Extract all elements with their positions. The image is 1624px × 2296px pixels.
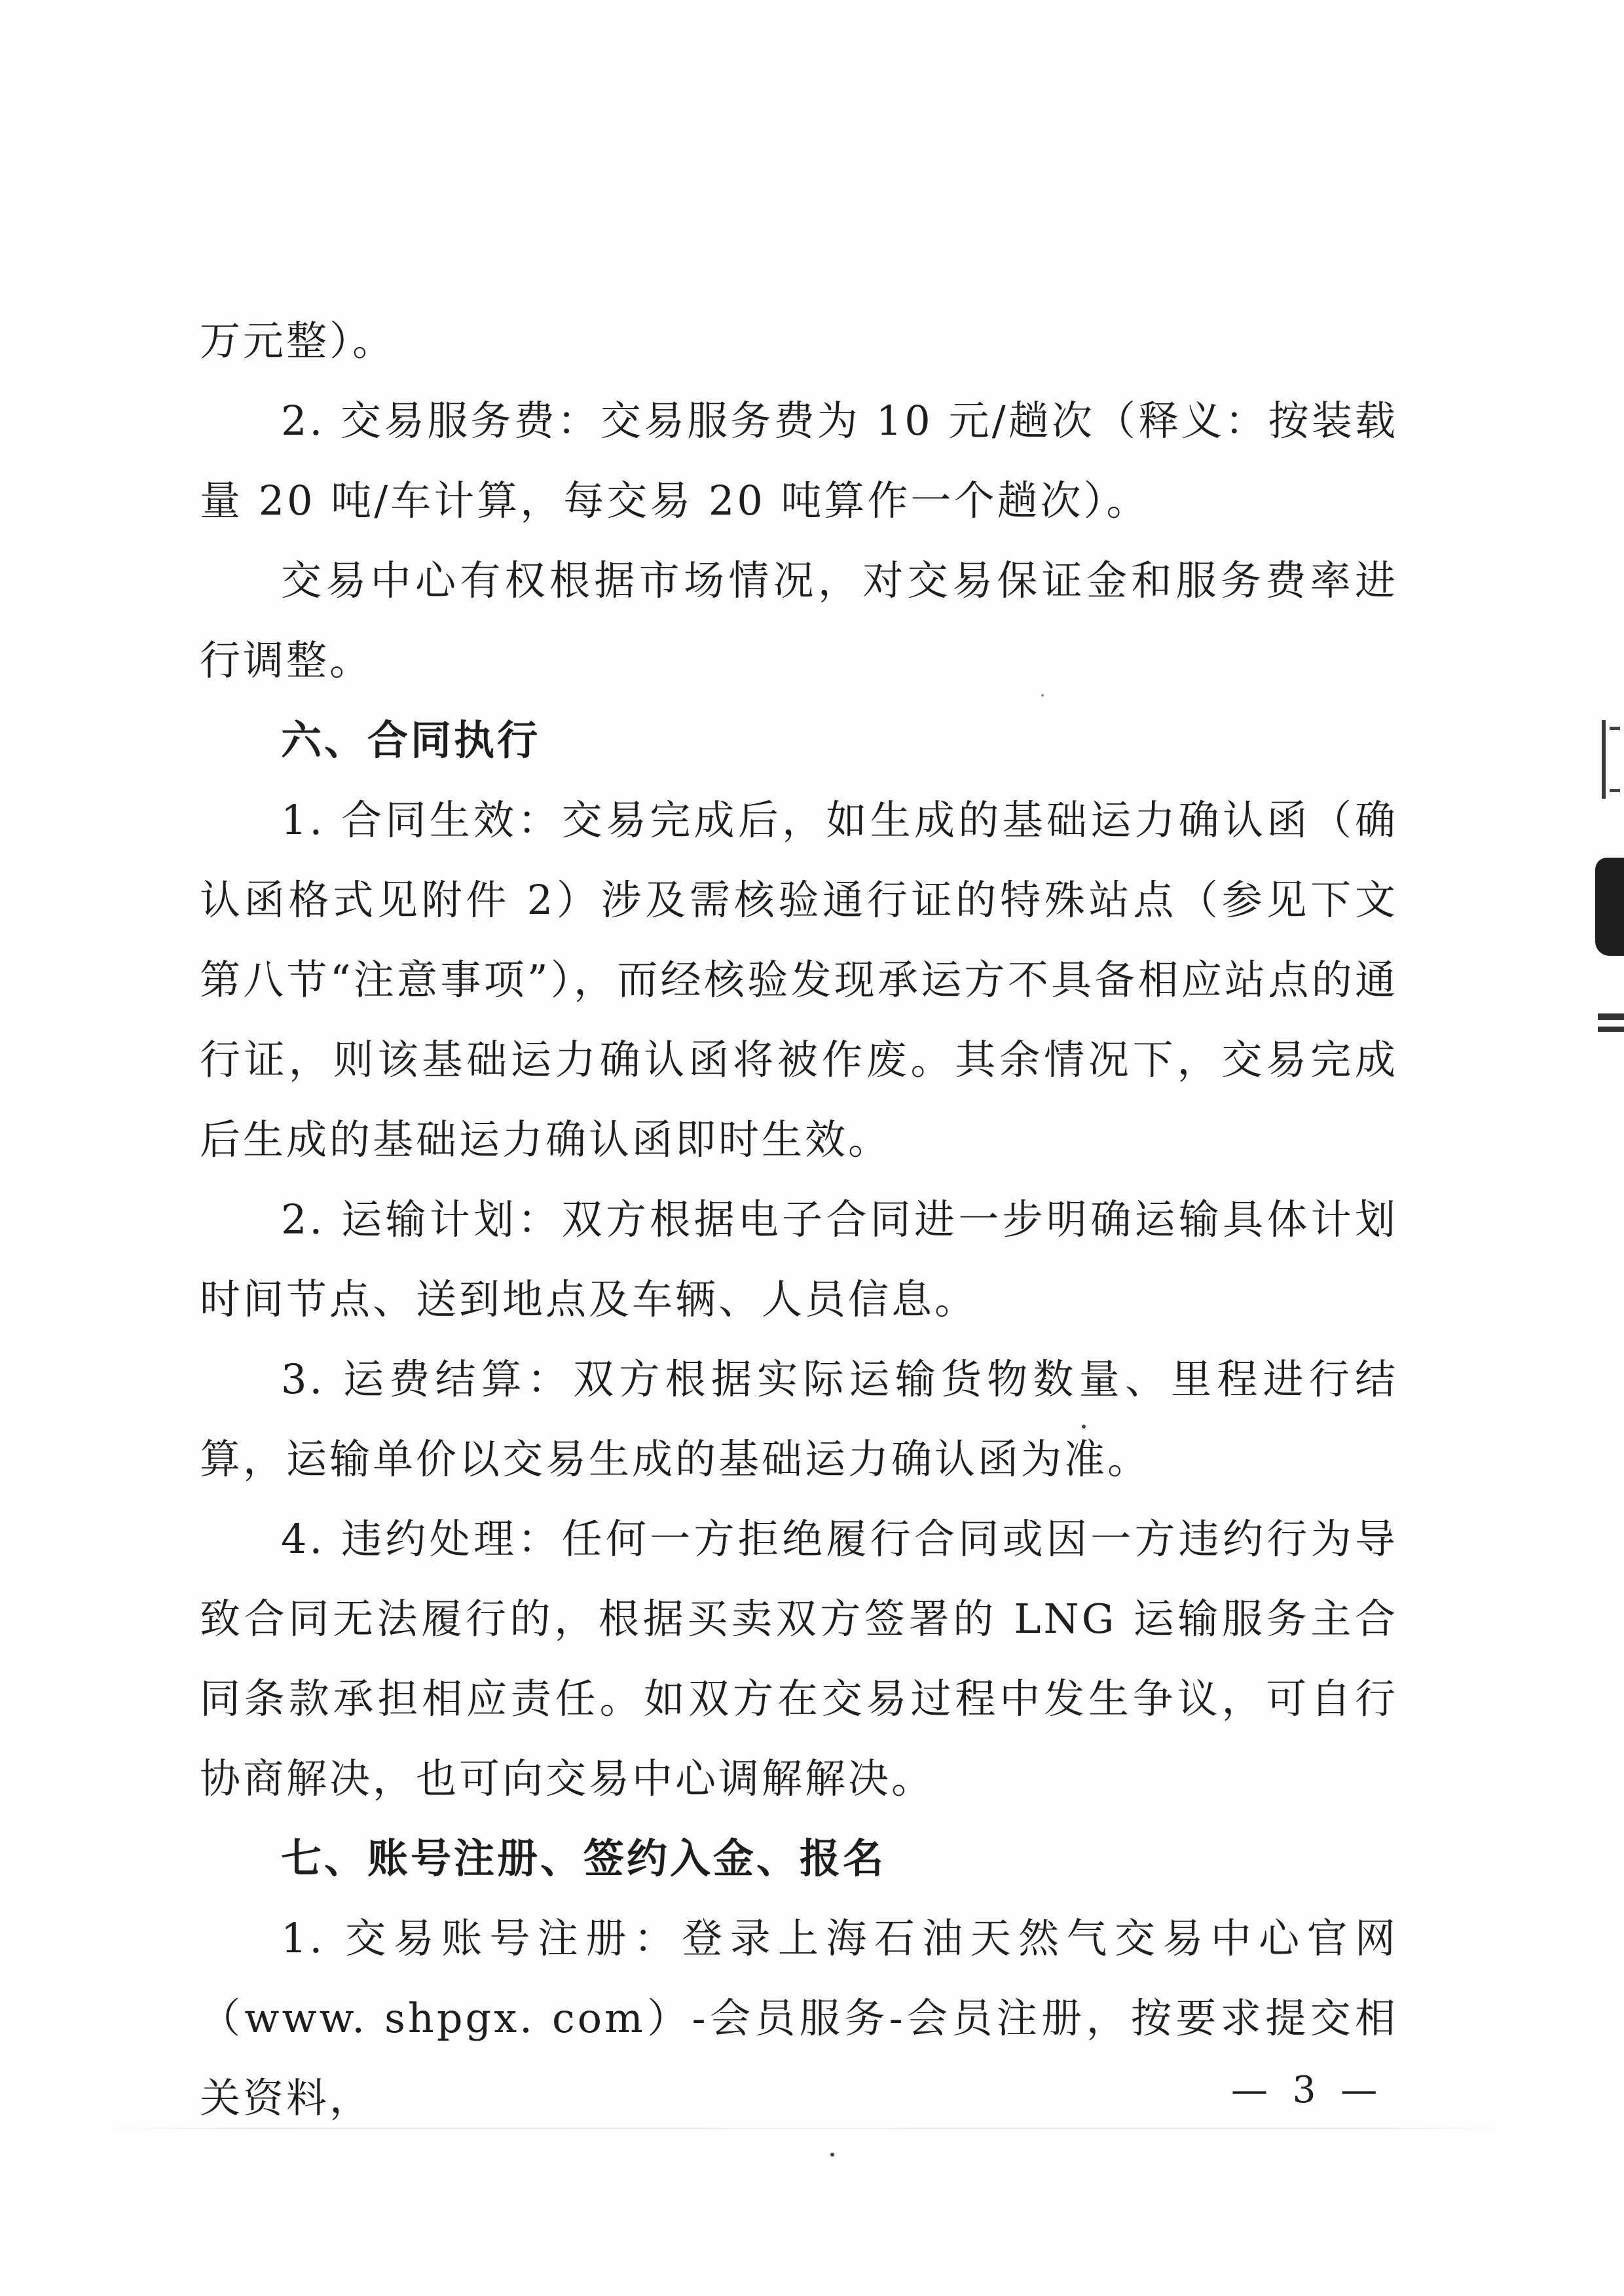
scan-speck <box>830 2153 834 2157</box>
paragraph-adjustment: 交易中心有权根据市场情况，对交易保证金和服务费率进行调整。 <box>200 556 1398 684</box>
section-heading-contract-execution: 六、合同执行 <box>281 716 541 764</box>
scan-edge-mark <box>1598 1027 1624 1032</box>
scan-edge-mark <box>1595 858 1624 956</box>
paragraph-freight-settlement: 3. 运费结算：双方根据实际运输货物数量、里程进行结算，运输单价以交易生成的基础运力确认函为准。 <box>200 1355 1398 1483</box>
document-body <box>200 301 1398 2138</box>
scan-speck <box>1041 694 1044 697</box>
page-number: — 3 — <box>1231 2069 1384 2111</box>
paragraph-contract-effective: 1. 合同生效：交易完成后，如生成的基础运力确认函（确认函格式见附件 2）涉及需核验通行证的特殊站点（参见下文第八节“注意事项”），而经核验发现承运方不具备相应站点的通行证，则该基础运力确认函将被作废。其余情况下，交易完成后生成的基础运力确认函即时生效。 <box>200 796 1398 1163</box>
scan-footer-shadow <box>118 2128 1493 2129</box>
paragraph-service-fee: 2. 交易服务费：交易服务费为 10 元/趟次（释义：按装载量 20 吨/车计算，每交易 20 吨算作一个趟次）。 <box>200 397 1398 524</box>
paragraph-continuation: 万元整）。 <box>200 317 396 365</box>
paragraph-transport-plan: 2. 运输计划：双方根据电子合同进一步明确运输具体计划时间节点、送到地点及车辆、人员信息。 <box>200 1195 1398 1323</box>
scan-speck <box>1082 1425 1086 1429</box>
scan-edge-mark <box>1598 1013 1624 1020</box>
scan-edge-mark <box>1602 720 1624 799</box>
paragraph-breach-handling: 4. 违约处理：任何一方拒绝履行合同或因一方违约行为导致合同无法履行的，根据买卖双方签署的 LNG 运输服务主合同条款承担相应责任。如双方在交易过程中发生争议，可自行协商解决，也可向交易中心调解解决。 <box>200 1515 1398 1802</box>
paragraph-account-registration: 1. 交易账号注册：登录上海石油天然气交易中心官网（www. shpgx. com）-会员服务-会员注册，按要求提交相关资料， <box>200 1914 1398 2122</box>
section-heading-registration: 七、账号注册、签约入金、报名 <box>281 1834 887 1882</box>
